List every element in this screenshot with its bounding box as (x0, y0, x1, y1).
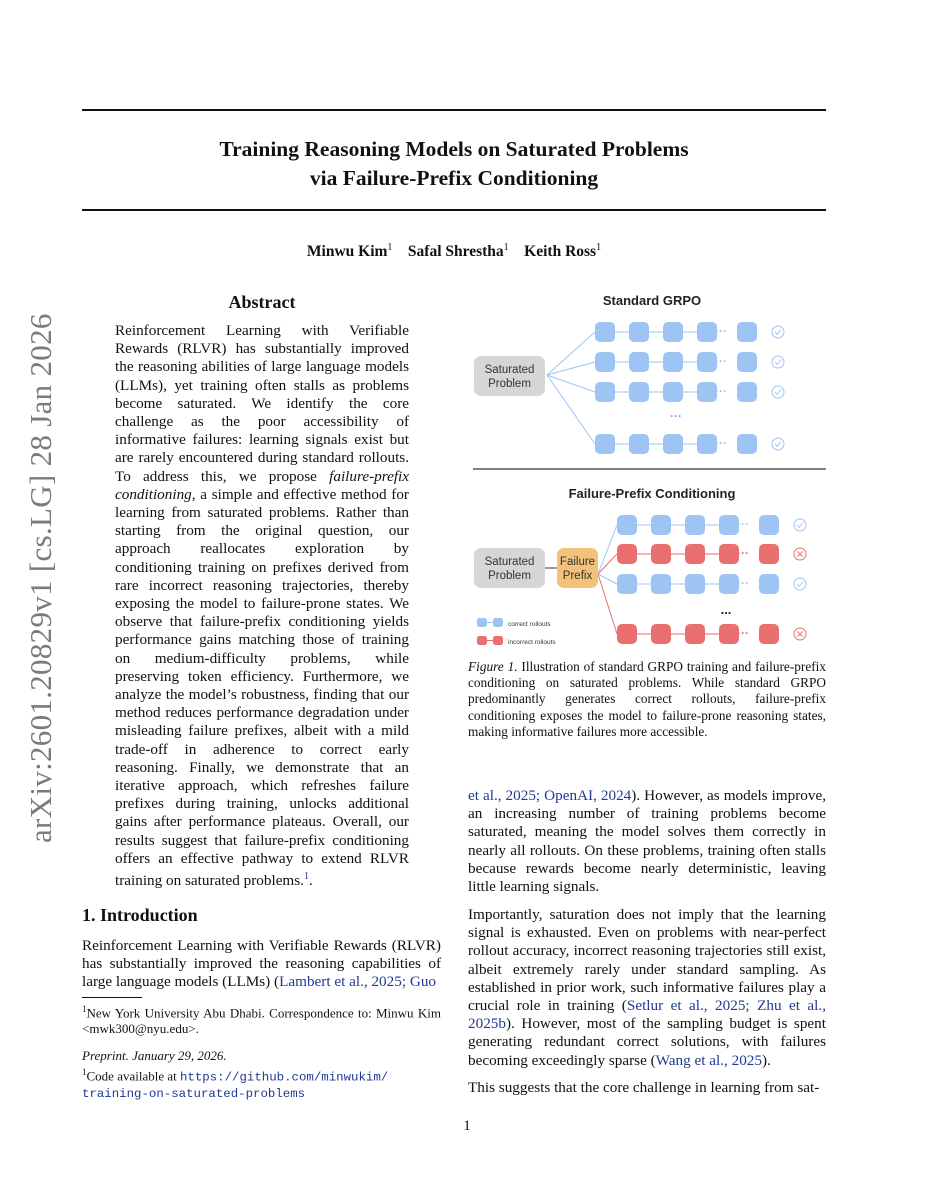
figure-1-caption (468, 659, 826, 740)
caption-label: Figure 1. (468, 659, 518, 674)
rollout-step (629, 382, 649, 402)
rollout-ellipsis: ··· (715, 354, 727, 368)
cross-icon (798, 632, 803, 637)
check-icon (797, 582, 803, 587)
intro-text: Reinforcement Learning with Verifiable Rewards (RLVR) has substantially improved the reasoning capabilities of large language models (LLMs) ( (82, 937, 441, 991)
title-line-1: Training Reasoning Models on Saturated Problems (219, 137, 689, 161)
footnote-rule (82, 997, 142, 998)
check-circle-icon (794, 519, 806, 531)
check-circle-icon (772, 386, 784, 398)
rollout-step (595, 434, 615, 454)
rollout-step (737, 352, 757, 372)
check-icon (797, 523, 803, 528)
footnote-mark: 1 (82, 1067, 87, 1077)
rollout-step (595, 322, 615, 342)
rollout-step (651, 544, 671, 564)
rollout-step (685, 544, 705, 564)
abstract-text-part1: Reinforcement Learning with Verifiable Rewards (RLVR) has substantially improved the reasoning abilities of large language models (LLMs), yet training often stalls as problems become saturated. We identify the core challenge as the poor accessibility of informative failures: learning signals exist but are rarely encountered during standard rollouts. To address this, we propose (115, 322, 409, 485)
rollout-step (737, 322, 757, 342)
check-circle-icon (772, 326, 784, 338)
rollout-step (651, 624, 671, 644)
abstract-text-part2: , a simple and effective method for learning from saturated problems. Rather than starting from the original question, our approach reallocates exploration by conditioning training on prefixes derived from rare incorrect reasoning trajectories, thereby exposing the model to failure-prone states. We observe that failure-prefix conditioning yields performance gains matching those of training on medium-difficulty problems, while preserving token efficiency. Furthermore, we analyze the model’s robustness, finding that our method reduces performance degradation under misleading failure prefixes, albeit with a mild trade-off in adherence to correct early reasoning. Finally, we demonstrate that an iterative approach, which refreshes failure prefixes during training, unlocks additional gains after performance plateaus. Overall, our results suggest that failure-prefix conditioning offers an effective pathway to extend RLVR training on saturated problems. (115, 485, 409, 890)
affiliation-text: New York University Abu Dhabi. Correspondence to: Minwu Kim <mwk300@nyu.edu>. (82, 1005, 441, 1037)
rollout-step (697, 434, 717, 454)
standard-grpo-panel (474, 322, 784, 454)
check-circle-icon (772, 356, 784, 368)
rollout-ellipsis: ··· (715, 436, 727, 450)
rollout-branch-line (598, 525, 617, 574)
intro-paragraph-3 (468, 1079, 826, 1097)
rollout-step (719, 544, 739, 564)
footnote-affiliation (82, 1001, 441, 1037)
rollout-step (737, 382, 757, 402)
author-affiliation-mark: 1 (596, 242, 602, 253)
p3-text: This suggests that the core challenge in learning from sat- (468, 1079, 820, 1096)
rollout-step (719, 624, 739, 644)
rollout-step (697, 322, 717, 342)
author-name: Keith Ross (524, 243, 597, 261)
rows-ellipsis: ... (720, 602, 732, 617)
citation-link[interactable]: Lambert et al., 2025; Guo (279, 973, 437, 991)
paper-title (82, 135, 826, 193)
figure-1-diagram (462, 286, 834, 654)
rollout-ellipsis: ··· (715, 324, 727, 338)
rollout-step (629, 322, 649, 342)
check-icon (775, 442, 781, 447)
rollout-ellipsis: ··· (737, 626, 749, 640)
author-affiliation-mark: 1 (503, 242, 509, 253)
saturated-problem-box-label: Saturated (484, 364, 535, 376)
abstract-method-name: failure-prefix conditioning (115, 467, 409, 503)
footnote-code (82, 1064, 441, 1102)
footnote-link[interactable]: 1 (303, 871, 309, 883)
rollout-step (759, 574, 779, 594)
rollout-step (651, 574, 671, 594)
abstract-end: . (308, 872, 313, 890)
figure-title-standard-grpo: Standard GRPO (602, 293, 702, 308)
check-icon (775, 390, 781, 395)
saturated-problem-box (474, 548, 545, 588)
preprint-note (82, 1048, 441, 1064)
page-number: 1 (463, 1118, 471, 1134)
rollout-step (651, 515, 671, 535)
rollout-step (759, 544, 779, 564)
failure-prefix-box-label: Failure (559, 556, 596, 568)
title-line-2: via Failure-Prefix Conditioning (309, 166, 599, 190)
rollout-step (685, 574, 705, 594)
saturated-problem-box-label: Problem (488, 378, 531, 390)
rollout-ellipsis: ··· (737, 576, 749, 590)
p2-text-b: ). However, most of the sampling budget is spent generating redundant correct solutions, with failures becoming exceedingly sparse ( (468, 1015, 826, 1069)
rollout-step (759, 624, 779, 644)
caption-text: Illustration of standard GRPO training and failure-prefix conditioning on saturated problems. While standard GRPO predominantly generates correct rollouts, failure-prefix conditioning exposes the model to failure-prone reasoning states, making informative failures more accessible. (468, 659, 827, 739)
intro-cont-text: ). However, as models improve, an increasing number of training problems become saturated, meaning the model solves them correctly in nearly all rollouts. On these problems, training often stalls because rewards become nearly deterministic, leaving little learning signals. (468, 787, 826, 896)
rollout-step (595, 382, 615, 402)
author-name: Safal Shrestha (407, 243, 504, 261)
rollout-step (685, 515, 705, 535)
citation-link[interactable]: Setlur et al., 2025; Zhu et al., 2025b (468, 997, 826, 1033)
legend-incorrect-label: incorrect rollouts (508, 639, 556, 646)
check-icon (775, 330, 781, 335)
legend-incorrect-swatch (493, 636, 503, 645)
saturated-problem-box-label: Saturated (484, 556, 535, 568)
rollout-ellipsis: ··· (715, 384, 727, 398)
rollout-step (737, 434, 757, 454)
rollout-step (685, 624, 705, 644)
legend-correct-swatch (493, 618, 503, 627)
code-url-link[interactable]: https://github.com/minwukim/ (180, 1070, 389, 1085)
failure-prefix-box-label: Prefix (562, 570, 593, 582)
title-rule-top (82, 109, 826, 111)
preprint-date: Preprint. January 29, 2026. (82, 1048, 227, 1063)
rollout-ellipsis: ··· (737, 517, 749, 531)
rollout-step (697, 352, 717, 372)
failure-prefix-box (557, 548, 598, 588)
legend-incorrect-swatch (477, 636, 487, 645)
rollout-step (697, 382, 717, 402)
arxiv-identifier: arXiv:2601.20829v1 [cs.LG] 28 Jan 2026 (23, 313, 58, 843)
author-list (82, 242, 826, 261)
rollout-step (617, 544, 637, 564)
intro-paragraph-2 (468, 906, 826, 1070)
rollout-ellipsis: ··· (737, 546, 749, 560)
cross-icon (798, 552, 803, 557)
saturated-problem-box (474, 356, 545, 396)
author-name: Minwu Kim (306, 243, 388, 261)
rollout-step (663, 322, 683, 342)
rollout-step (663, 434, 683, 454)
saturated-problem-box-label: Problem (488, 570, 531, 582)
rollout-branch-line (547, 375, 595, 444)
rows-ellipsis: ··· (670, 409, 682, 423)
section-heading-introduction: 1. Introduction (82, 905, 198, 925)
rollout-branch-line (598, 554, 617, 574)
rollout-step (629, 352, 649, 372)
p2-text-a: Importantly, saturation does not imply that the learning signal is exhausted. Even on problems with near-perfect rollout accuracy, incorrect reasoning trajectories still exist, albeit extremely rarely under standard sampling. As established in prior work, such informative failures play a crucial role in training ( (468, 906, 826, 1015)
figure-title-failure-prefix: Failure-Prefix Conditioning (568, 486, 736, 501)
author-affiliation-mark: 1 (387, 242, 393, 253)
figure-legend (477, 618, 556, 646)
abstract-body (115, 322, 409, 890)
rollout-step (595, 352, 615, 372)
p2-text-c: ). (762, 1051, 771, 1069)
rollout-step (617, 624, 637, 644)
abstract-heading: Abstract (228, 292, 296, 312)
rollout-step (617, 574, 637, 594)
rollout-step (617, 515, 637, 535)
title-rule-bottom (82, 209, 826, 211)
check-circle-icon (772, 438, 784, 450)
citation-link[interactable]: Wang et al., 2025 (655, 1051, 762, 1069)
citation-link[interactable]: et al., 2025; OpenAI, 2024 (468, 787, 632, 804)
rollout-step (629, 434, 649, 454)
code-text: Code available at (86, 1068, 180, 1084)
code-url-link-cont[interactable]: training-on-saturated-problems (82, 1087, 306, 1102)
rollout-branch-line (547, 375, 595, 392)
check-icon (775, 360, 781, 365)
intro-paragraph-1 (82, 937, 441, 992)
footnote-mark: 1 (82, 1004, 87, 1014)
rollout-step (759, 515, 779, 535)
intro-paragraph-1-cont (468, 787, 826, 896)
rollout-step (663, 382, 683, 402)
rollout-step (663, 352, 683, 372)
rollout-step (719, 515, 739, 535)
legend-correct-swatch (477, 618, 487, 627)
rollout-step (719, 574, 739, 594)
legend-correct-label: correct rollouts (508, 621, 551, 628)
check-circle-icon (794, 578, 806, 590)
